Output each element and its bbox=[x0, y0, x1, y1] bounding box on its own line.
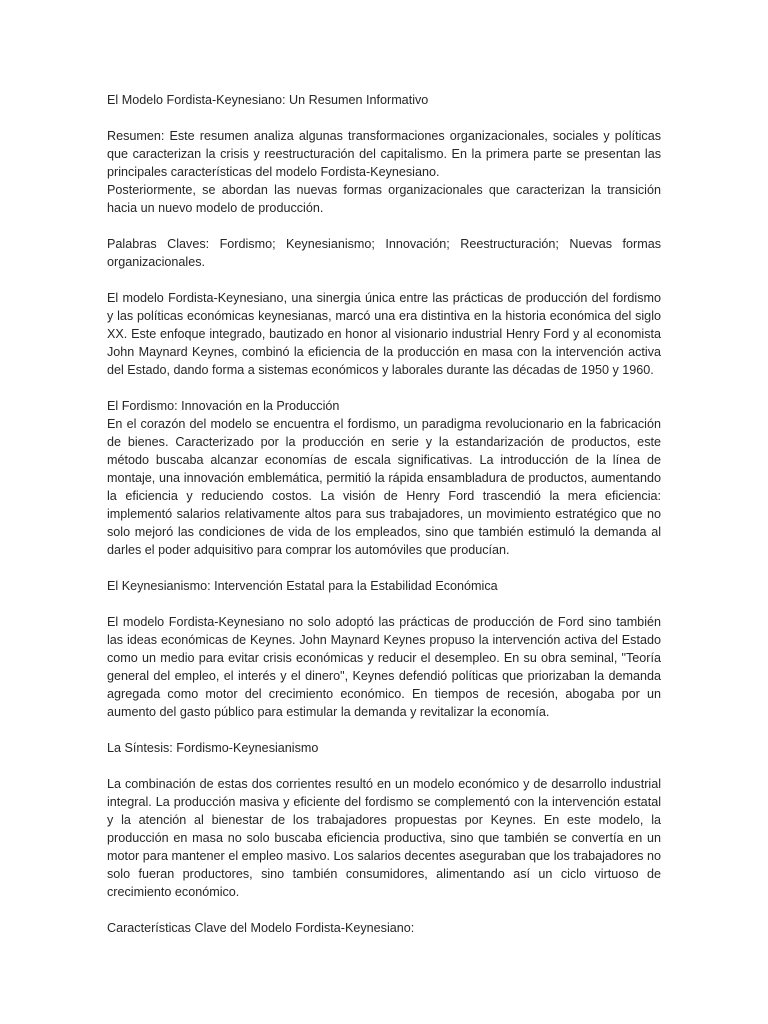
section-body-keynesianismo: El modelo Fordista-Keynesiano no solo adoptó las prácticas de producción de Ford sino también las ideas económicas de Keynes. John Maynard Keynes propuso la intervención activa del Estado como un medio para evitar crisis económicas y reducir el desempleo. En su obra seminal, "Teoría general del empleo, el interés y el dinero", Keynes defendió políticas que priorizaban la demanda agregada como motor del crecimiento económico. En tiempos de recesión, abogaba por un aumento del gasto público para estimular la demanda y revitalizar la economía. bbox=[107, 615, 661, 719]
spacer bbox=[107, 757, 661, 775]
section-heading-fordismo: El Fordismo: Innovación en la Producción bbox=[107, 399, 340, 413]
document-title: El Modelo Fordista-Keynesiano: Un Resumen Informativo bbox=[107, 93, 429, 107]
section-body-sintesis: La combinación de estas dos corrientes resultó en un modelo económico y de desarrollo industrial integral. La producción masiva y eficiente del fordismo se complementó con la intervención estatal y la atención al bienestar de los trabajadores propuestas por Keynes. En este modelo, la producción en masa no solo buscaba eficiencia productiva, sino que también se convertía en un motor para mantener el empleo masivo. Los salarios decentes aseguraban que los trabajadores no solo fueran productores, sino también consumidores, alimentando así un ciclo virtuoso de crecimiento económico. bbox=[107, 777, 661, 899]
section-heading-sintesis: La Síntesis: Fordismo-Keynesianismo bbox=[107, 741, 319, 755]
section-heading-keynesianismo: El Keynesianismo: Intervención Estatal para la Estabilidad Económica bbox=[107, 579, 498, 593]
abstract-paragraph: Resumen: Este resumen analiza algunas transformaciones organizacionales, sociales y políticas que caracterizan la crisis y reestructuración del capitalismo. En la primera parte se presentan las principales características del modelo Fordista-Keynesiano. bbox=[107, 129, 661, 179]
spacer bbox=[107, 271, 661, 289]
intro-paragraph: El modelo Fordista-Keynesiano, una sinergia única entre las prácticas de producción del fordismo y las políticas económicas keynesianas, marcó una era distintiva en la historia económica del siglo XX. Este enfoque integrado, bautizado en honor al visionario industrial Henry Ford y al economista John Maynard Keynes, combinó la eficiencia de la producción en masa con la intervención activa del Estado, dando forma a sistemas económicos y laborales durante las décadas de 1950 y 1960. bbox=[107, 291, 661, 377]
spacer bbox=[107, 721, 661, 739]
spacer bbox=[107, 217, 661, 235]
document-body bbox=[107, 91, 661, 937]
spacer bbox=[107, 559, 661, 577]
abstract-continued-paragraph: Posteriormente, se abordan las nuevas formas organizacionales que caracterizan la transición hacia un nuevo modelo de producción. bbox=[107, 183, 661, 215]
keywords-paragraph: Palabras Claves: Fordismo; Keynesianismo; Innovación; Reestructuración; Nuevas formas organizacionales. bbox=[107, 237, 661, 269]
section-body-fordismo: En el corazón del modelo se encuentra el fordismo, un paradigma revolucionario en la fabricación de bienes. Caracterizado por la producción en serie y la estandarización de productos, este método buscaba alcanzar economías de escala significativas. La introducción de la línea de montaje, una innovación emblemática, permitió la rápida ensambladura de productos, aumentando la eficiencia y reduciendo costos. La visión de Henry Ford trascendió la mera eficiencia: implementó salarios relativamente altos para sus trabajadores, un movimiento estratégico que no solo mejoró las condiciones de vida de los empleados, sino que también estimuló la demanda al darles el poder adquisitivo para comprar los automóviles que producían. bbox=[107, 417, 661, 557]
section-heading-caracteristicas: Características Clave del Modelo Fordista-Keynesiano: bbox=[107, 921, 415, 935]
spacer bbox=[107, 901, 661, 919]
spacer bbox=[107, 379, 661, 397]
spacer bbox=[107, 109, 661, 127]
spacer bbox=[107, 595, 661, 613]
